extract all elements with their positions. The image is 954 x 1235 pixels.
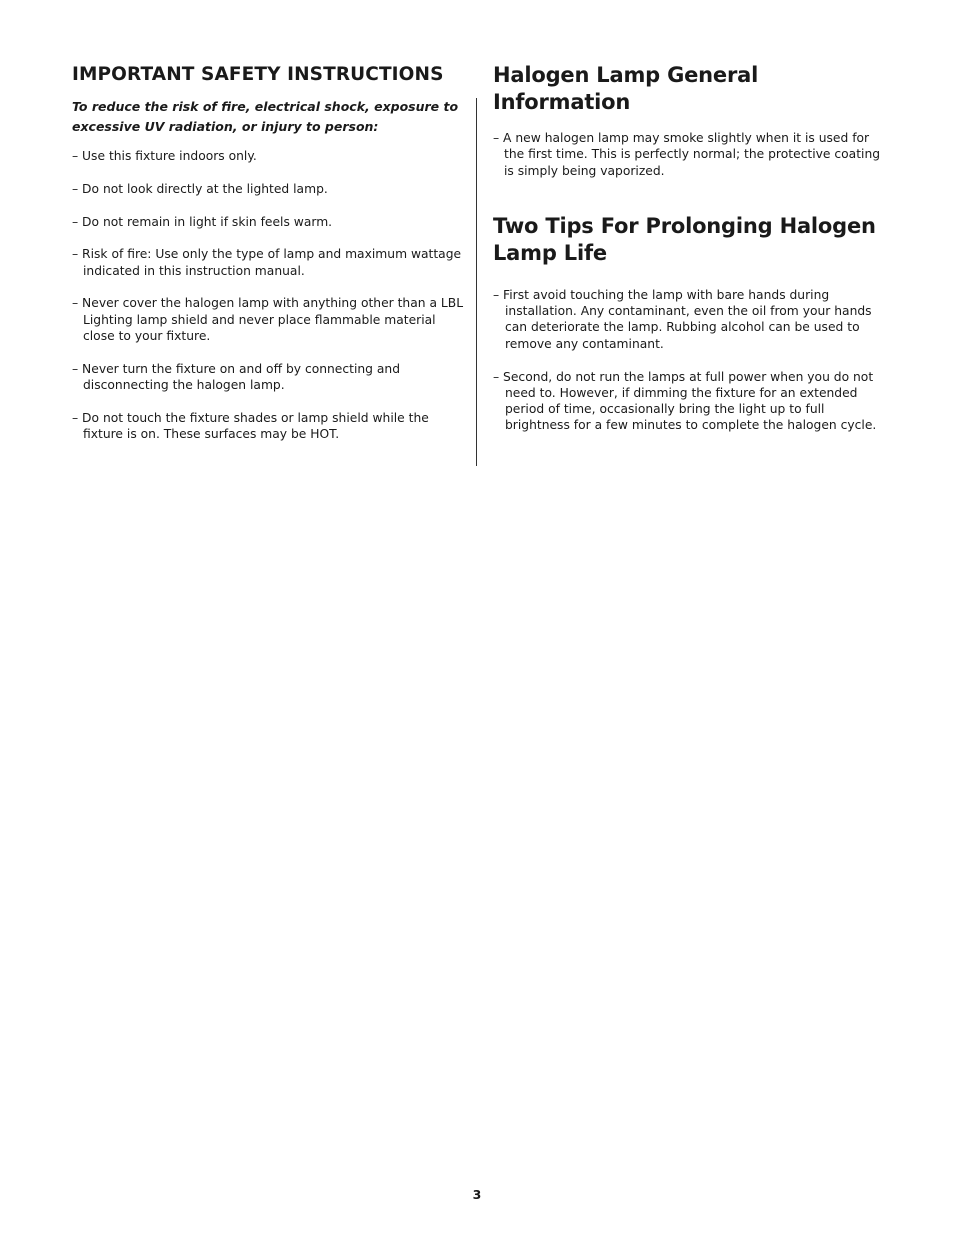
- page-number: 3: [472, 1187, 482, 1202]
- safety-heading: IMPORTANT SAFETY INSTRUCTIONS: [72, 64, 444, 85]
- list-item: – Second, do not run the lamps at full power when you do not need to. However, if dimming the fixture for an extended period of time, occasionally bring the light up to full brightness for a few minutes to complete the halogen cycle.: [493, 369, 877, 433]
- list-item: – Do not look directly at the lighted lamp.: [72, 181, 328, 196]
- list-item: – Never turn the fixture on and off by connecting and disconnecting the halogen lamp.: [72, 361, 401, 393]
- list-item: – A new halogen lamp may smoke slightly when it is used for the first time. This is perfectly normal; the protective coating is simply being vaporized.: [493, 131, 881, 178]
- general-info-heading: Halogen Lamp General Information: [493, 63, 759, 114]
- list-item: – Do not remain in light if skin feels warm.: [72, 214, 333, 229]
- safety-instructions-section: [72, 62, 464, 459]
- list-item: – Do not touch the fixture shades or lamp shield while the fixture is on. These surfaces may be HOT.: [72, 410, 429, 442]
- safety-intro: To reduce the risk of fire, electrical shock, exposure to excessive UV radiation, or injury to person:: [72, 99, 459, 134]
- list-item: – First avoid touching the lamp with bare hands during installation. Any contaminant, even the oil from your hands can deteriorate the lamp. Rubbing alcohol can be used to remove any contaminant.: [493, 287, 872, 351]
- list-item: – Risk of fire: Use only the type of lamp and maximum wattage indicated in this instruction manual.: [72, 247, 462, 278]
- general-info-list: [493, 130, 893, 179]
- safety-list: [72, 148, 464, 443]
- halogen-info-section: [493, 62, 893, 450]
- list-item: – Use this fixture indoors only.: [72, 149, 257, 163]
- tips-heading: Two Tips For Prolonging Halogen Lamp Life: [493, 213, 876, 265]
- list-item: – Never cover the halogen lamp with anything other than a LBL Lighting lamp shield and never place flammable material close to your fixture.: [72, 296, 464, 344]
- tips-list: [493, 287, 893, 434]
- column-divider: [476, 98, 477, 466]
